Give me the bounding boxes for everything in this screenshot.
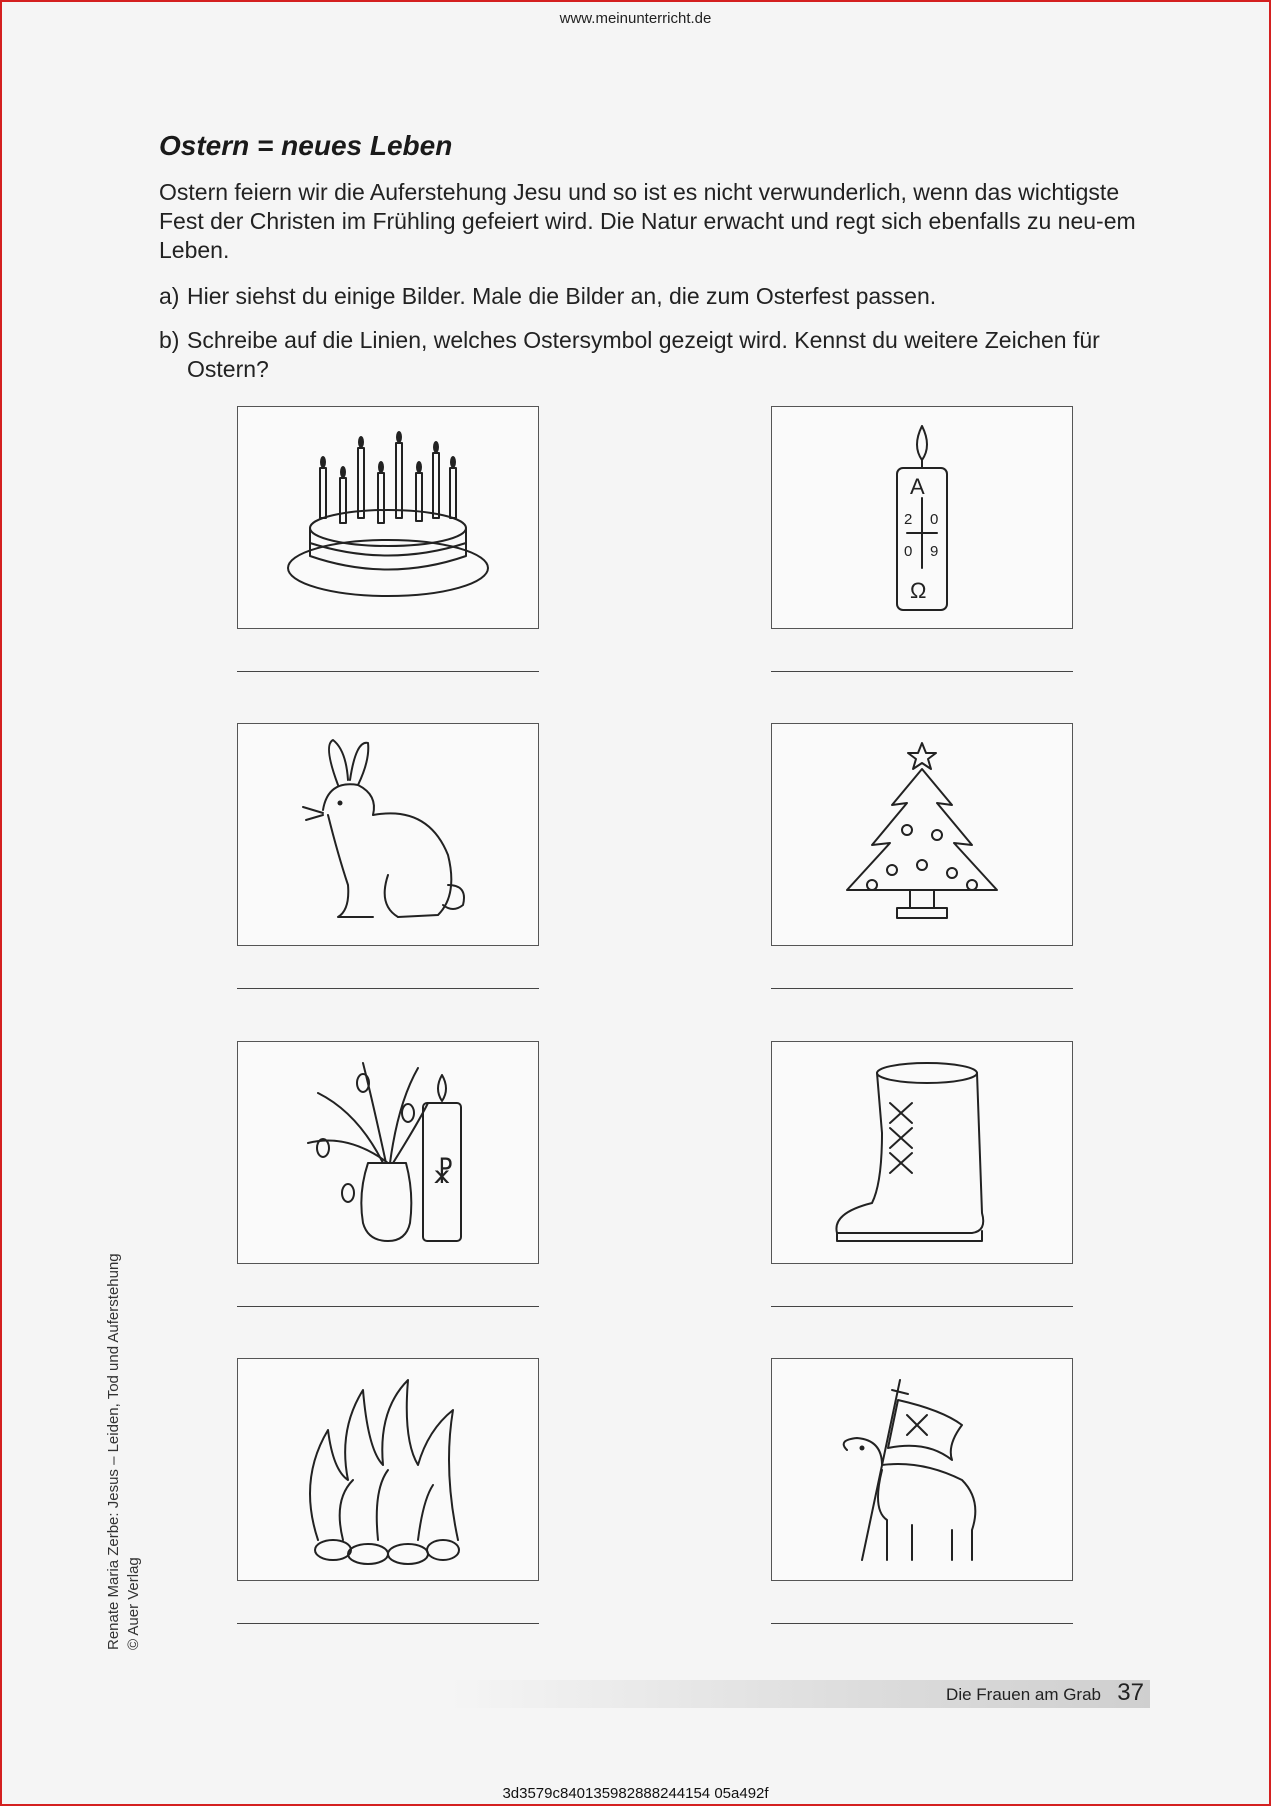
page-number: 37 (1117, 1679, 1144, 1706)
candle-omega: Ω (910, 577, 927, 603)
picture-box-boot (771, 1041, 1073, 1264)
picture-box-branches (237, 1041, 539, 1264)
hare-icon (278, 735, 498, 935)
easter-fire-icon (278, 1370, 498, 1570)
answer-line-2[interactable] (771, 671, 1073, 672)
birthday-cake-icon (278, 418, 498, 618)
picture-box-cake (237, 406, 539, 629)
picture-box-tree (771, 723, 1073, 946)
candle-digit-2: 0 (930, 510, 939, 528)
task-a (159, 282, 1149, 311)
answer-line-7[interactable] (237, 1623, 539, 1624)
side-credit (104, 1253, 144, 1650)
task-b (159, 326, 1149, 384)
side-credit-publisher: © Auer Verlag (125, 1557, 142, 1650)
easter-lamb-icon (812, 1370, 1032, 1570)
boot-icon (812, 1053, 1032, 1253)
candle-digit-3: 0 (904, 542, 913, 560)
answer-line-6[interactable] (771, 1306, 1073, 1307)
candle-digit-4: 9 (930, 542, 939, 560)
candle-digit-1: 2 (904, 510, 913, 528)
site-url[interactable]: www.meinunterricht.de (559, 10, 712, 27)
worksheet-title: Ostern = neues Leben (159, 130, 453, 161)
answer-line-3[interactable] (237, 988, 539, 989)
branches-candle-chi-rho: ☧ (432, 1156, 454, 1190)
footer-chapter: Die Frauen am Grab (946, 1685, 1101, 1704)
intro-text: Ostern feiern wir die Auferstehung Jesu und so ist es nicht verwunderlich, wenn das wichtigste Fest der Christen im Frühling gefeiert wird. Die Natur erwacht und regt sich ebenfalls zu neu-em Leben. (159, 179, 1136, 263)
christmas-tree-icon (812, 735, 1032, 935)
task-b-label: b) (159, 327, 180, 353)
answer-line-5[interactable] (237, 1306, 539, 1307)
answer-line-4[interactable] (771, 988, 1073, 989)
side-credit-author: Renate Maria Zerbe: Jesus – Leiden, Tod und Auferstehung (105, 1253, 122, 1650)
answer-line-1[interactable] (237, 671, 539, 672)
picture-box-candle (771, 406, 1073, 629)
palm-branches-vase-icon (278, 1053, 498, 1253)
answer-line-8[interactable] (771, 1623, 1073, 1624)
picture-box-lamb (771, 1358, 1073, 1581)
task-a-text: Hier siehst du einige Bilder. Male die Bilder an, die zum Osterfest passen. (187, 283, 937, 309)
candle-alpha: A (910, 473, 925, 499)
easter-candle-icon (812, 418, 1032, 618)
picture-box-hare (237, 723, 539, 946)
picture-box-fire (237, 1358, 539, 1581)
task-a-label: a) (159, 283, 180, 309)
task-b-text: Schreibe auf die Linien, welches Ostersymbol gezeigt wird. Kennst du weitere Zeichen für Ostern? (187, 327, 1100, 382)
document-hash: 3d3579c840135982888244154 05a492f (502, 1785, 769, 1802)
